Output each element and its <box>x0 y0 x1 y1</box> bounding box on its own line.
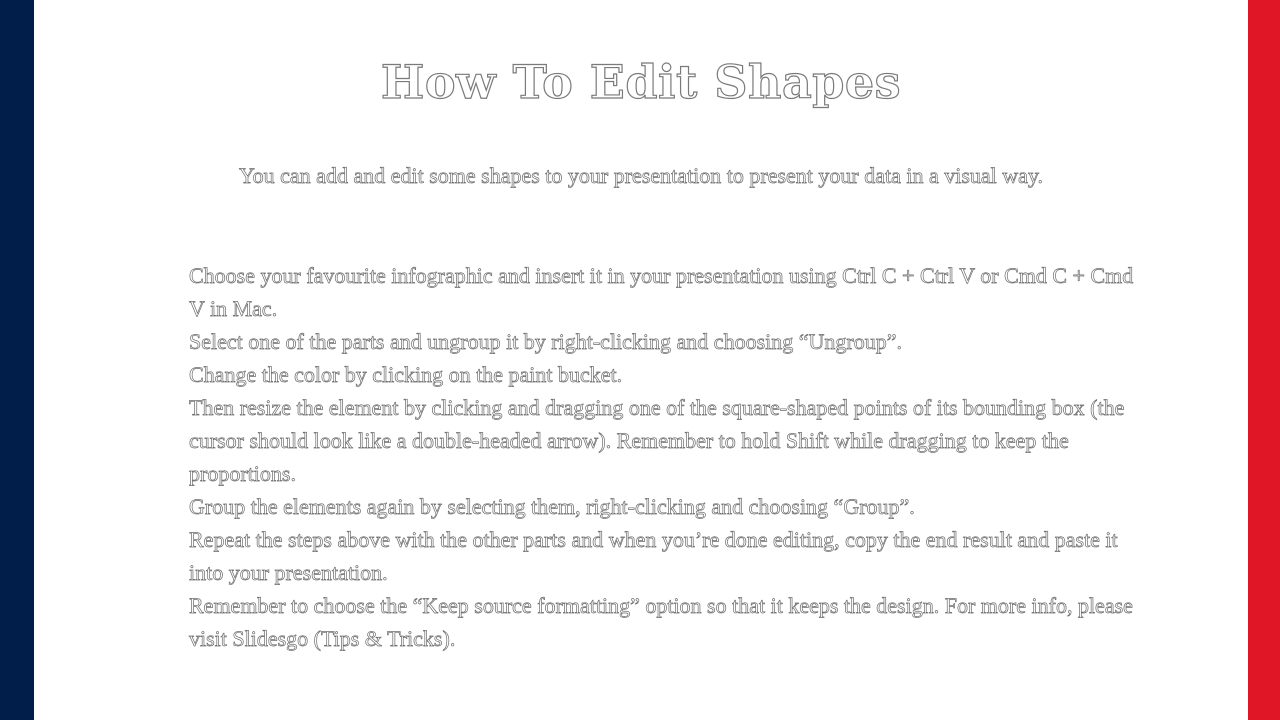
slide-subtitle: You can add and edit some shapes to your presentation to present your data in a visual way. <box>238 163 1044 188</box>
left-accent-band <box>0 0 34 720</box>
instruction-step: Select one of the parts and ungroup it by right-clicking and choosing “Ungroup”. <box>189 329 902 354</box>
right-accent-band <box>1248 0 1280 720</box>
instruction-step: Group the elements again by selecting them, right-clicking and choosing “Group”. <box>189 494 915 519</box>
instruction-step: Choose your favourite infographic and insert it in your presentation using Ctrl C + Ctrl V or Cmd C + Cmd V in Mac. <box>189 263 1134 321</box>
instruction-step: Then resize the element by clicking and dragging one of the square-shaped points of its bounding box (the cursor should look like a double-headed arrow). Remember to hold Shift while dragging to keep the proportions. <box>189 395 1125 486</box>
slide-title: How To Edit Shapes <box>380 55 902 109</box>
instruction-step: Remember to choose the “Keep source formatting” option so that it keeps the design. For more info, please visit Slidesgo (Tips & Tricks). <box>189 593 1133 651</box>
instruction-step: Change the color by clicking on the paint bucket. <box>189 362 623 387</box>
instruction-step: Repeat the steps above with the other parts and when you’re done editing, copy the end result and paste it into your presentation. <box>189 527 1118 585</box>
instruction-list <box>189 259 1139 655</box>
